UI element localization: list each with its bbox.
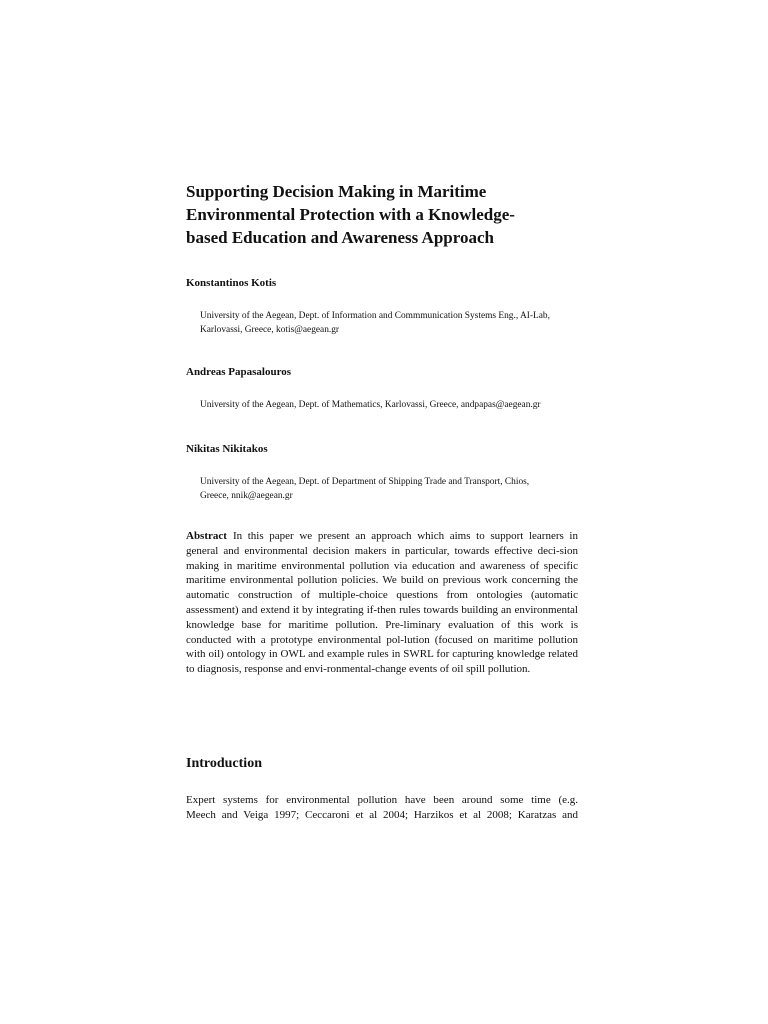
author-affiliation bbox=[200, 475, 585, 503]
title-line: Supporting Decision Making in Maritime bbox=[186, 182, 487, 201]
title-line: Environmental Protection with a Knowledge- bbox=[186, 205, 515, 224]
author-name: Nikitas Nikitakos bbox=[186, 443, 268, 455]
paper-title bbox=[186, 180, 586, 249]
affiliation-line: University of the Aegean, Dept. of Information and Commmunication Systems Eng., AI-Lab, bbox=[200, 311, 550, 321]
author-affiliation bbox=[200, 309, 585, 337]
abstract bbox=[186, 529, 578, 677]
author-affiliation bbox=[200, 398, 585, 412]
section-heading-introduction: Introduction bbox=[186, 756, 262, 771]
author-name: Andreas Papasalouros bbox=[186, 366, 292, 378]
title-line: based Education and Awareness Approach bbox=[186, 228, 494, 247]
affiliation-line: University of the Aegean, Dept. of Mathematics, Karlovassi, Greece, andpapas@aegean.gr bbox=[200, 400, 541, 410]
introduction-line: Expert systems for environmental pollution have been around some time (e.g. bbox=[186, 794, 578, 806]
affiliation-line: University of the Aegean, Dept. of Department of Shipping Trade and Transport, Chios, bbox=[200, 477, 530, 487]
introduction-text bbox=[186, 793, 578, 823]
affiliation-line: Karlovassi, Greece, kotis@aegean.gr bbox=[200, 325, 340, 335]
abstract-label: Abstract bbox=[186, 530, 227, 542]
introduction-line: Meech and Veiga 1997; Ceccaroni et al 2004; Harzikos et al 2008; Karatzas and bbox=[186, 808, 578, 821]
author-name: Konstantinos Kotis bbox=[186, 277, 277, 289]
abstract-text: In this paper we present an approach which aims to support learners in general and environmental decision makers in particular, towards effective deci-sion making in maritime environmental pollution via education and awareness of specific maritime environmental pollution policies. We build on previous work concerning the automatic construction of multiple-choice questions from ontologies (automatic assessment) and extend it by integrating if-then rules towards building an environmental knowledge base for maritime pollution. Pre-liminary evaluation of this work is conducted with a prototype environmental pol-lution (focused on maritime pollution with oil) ontology in OWL and example rules in SWRL for capturing knowledge related to diagnosis, response and envi-ronmental-change events of oil spill pollution. bbox=[186, 530, 578, 676]
affiliation-line: Greece, nnik@aegean.gr bbox=[200, 491, 293, 501]
